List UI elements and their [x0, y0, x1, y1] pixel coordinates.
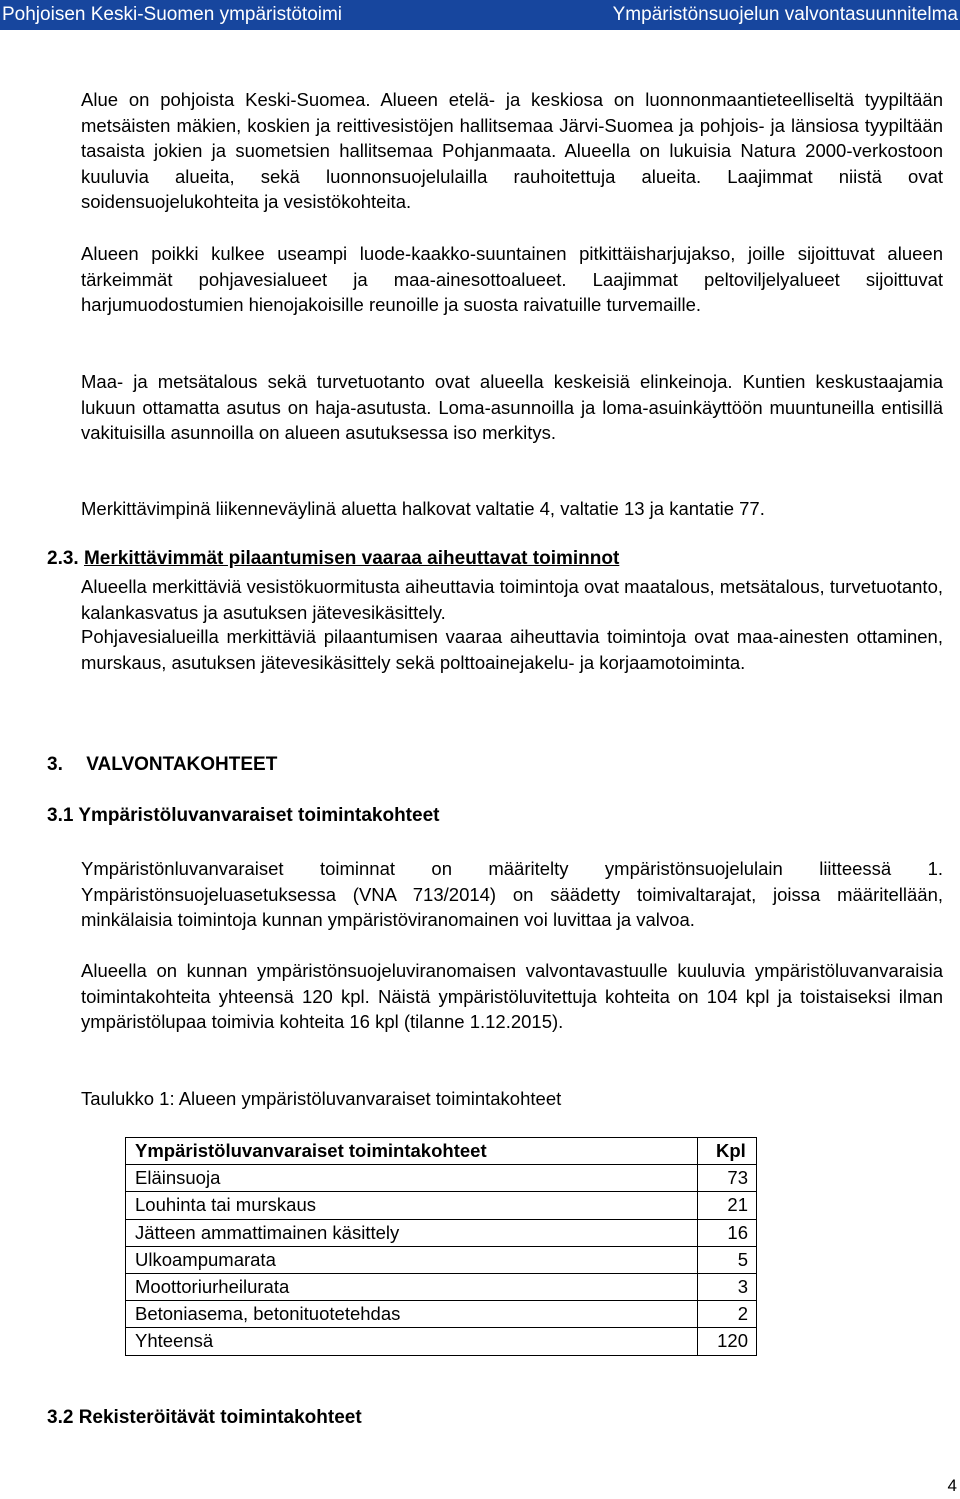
table-row	[126, 1301, 757, 1328]
table-header-row	[126, 1138, 757, 1165]
table-header-count: Kpl	[698, 1138, 757, 1165]
table-cell-activity: Moottoriurheilurata	[126, 1273, 698, 1300]
table-cell-count: 5	[698, 1246, 757, 1273]
section-2-3-heading	[47, 548, 619, 570]
table-body	[126, 1165, 757, 1355]
section-3-1-paragraph-1: Ympäristönluvanvaraiset toiminnat on määritelty ympäristönsuojelulain liitteessä 1. Ympäristönsuojeluasetuksessa (VNA 713/2014) on säädetty toimivaltarajat, joissa määritellään, minkälaisia toimintoja kunnan ympäristöviranomainen voi luvittaa ja valvoa.	[81, 858, 943, 931]
table-row	[126, 1165, 757, 1192]
livelihood-paragraph: Maa- ja metsätalous sekä turvetuotanto ovat alueella keskeisiä elinkeinoja. Kuntien keskustaajamia lukuun ottamatta asutus on haja-asutusta. Loma-asunnoilla ja loma-asuinkäyttöön muuntuneilla entisillä vakituisilla asunnoilla on alueen asutuksessa iso merkitys.	[81, 371, 943, 444]
table-cell-count: 73	[698, 1165, 757, 1192]
section-3-title: VALVONTAKOHTEET	[86, 754, 278, 775]
table-cell-activity: Eläinsuoja	[126, 1165, 698, 1192]
section-3-2-title: Rekisteröitävät toimintakohteet	[78, 1407, 362, 1428]
roads-paragraph: Merkittävimpinä liikenneväylinä aluetta halkovat valtatie 4, valtatie 13 ja kantatie 77.	[81, 498, 765, 519]
header-organization: Pohjoisen Keski-Suomen ympäristötoimi	[2, 4, 343, 25]
table-row	[126, 1246, 757, 1273]
table-row	[126, 1273, 757, 1300]
section-2-3-title: Merkittävimmät pilaantumisen vaaraa aiheuttavat toiminnot	[83, 548, 620, 569]
page-header	[0, 0, 960, 30]
section-3-1-number: 3.1	[47, 805, 74, 826]
page-number: 4	[947, 1476, 957, 1495]
intro-paragraph: Alue on pohjoista Keski-Suomea. Alueen etelä- ja keskiosa on luonnonmaantieteelliseltä tyypiltään metsäisten mäkien, koskien ja reittivesistöjen hallitsemaa Järvi-Suomea ja pohjois- ja länsiosa tyypiltään tasaista jokien ja suometsien hallitsemaa Pohjanmaata. Alueella on lukuisia Natura 2000-verkostoon kuuluvia alueita, sekä luonnonsuojelulailla rauhoitettuja alueita. Laajimmat niistä ovat soidensuojelukohteita ja vesistökohteita.	[81, 89, 943, 213]
table-cell-count: 21	[698, 1192, 757, 1219]
section-3-1-heading	[47, 805, 439, 827]
permit-sites-table	[125, 1137, 757, 1356]
section-2-3-number: 2.3.	[47, 548, 79, 569]
table-caption: Taulukko 1: Alueen ympäristöluvanvaraiset toimintakohteet	[81, 1088, 562, 1109]
table-header-activity: Ympäristöluvanvaraiset toimintakohteet	[126, 1138, 698, 1165]
section-3-1-paragraph-2: Alueella on kunnan ympäristönsuojeluviranomaisen valvontavastuulle kuuluvia ympäristöluvanvaraisia toimintakohteita yhteensä 120 kpl. Näistä ympäristöluvitettuja kohteita on 104 kpl ja toistaiseksi ilman ympäristölupaa toimivia kohteita 16 kpl (tilanne 1.12.2015).	[81, 960, 943, 1033]
section-3-2-heading	[47, 1407, 362, 1429]
section-2-3-paragraph-2: Pohjavesialueilla merkittäviä pilaantumisen vaaraa aiheuttavia toimintoja ovat maa-ainesten ottaminen, murskaus, asutuksen jätevesikäsittely sekä polttoainejakelu- ja korjaamotoiminta.	[81, 626, 943, 673]
section-3-heading	[47, 754, 277, 776]
table-cell-count: 2	[698, 1301, 757, 1328]
table-cell-activity: Betoniasema, betonituotetehdas	[126, 1301, 698, 1328]
table-row	[126, 1328, 757, 1355]
eskers-paragraph: Alueen poikki kulkee useampi luode-kaakko-suuntainen pitkittäisharjujakso, joille sijoittuvat alueen tärkeimmät pohjavesialueet ja maa-ainesottoalueet. Laajimmat peltoviljelyalueet sijoittuvat harjumuodostumien hienojakoisille reunoille ja suosta raivatuille turvemaille.	[81, 243, 943, 316]
table-cell-activity: Ulkoampumarata	[126, 1246, 698, 1273]
table-row	[126, 1192, 757, 1219]
section-2-3-paragraph-1: Alueella merkittäviä vesistökuormitusta aiheuttavia toimintoja ovat maatalous, metsätalous, turvetuotanto, kalankasvatus ja asutuksen jätevesikäsittely.	[81, 576, 943, 623]
table-row	[126, 1219, 757, 1246]
table-cell-activity: Yhteensä	[126, 1328, 698, 1355]
table-cell-activity: Jätteen ammattimainen käsittely	[126, 1219, 698, 1246]
table-cell-count: 3	[698, 1273, 757, 1300]
section-3-2-number: 3.2	[47, 1407, 74, 1428]
section-3-1-title: Ympäristöluvanvaraiset toimintakohteet	[78, 805, 440, 826]
section-3-number: 3.	[47, 754, 63, 775]
table-cell-count: 120	[698, 1328, 757, 1355]
header-document-title: Ympäristönsuojelun valvontasuunnitelma	[612, 4, 958, 25]
table-cell-activity: Louhinta tai murskaus	[126, 1192, 698, 1219]
table-cell-count: 16	[698, 1219, 757, 1246]
